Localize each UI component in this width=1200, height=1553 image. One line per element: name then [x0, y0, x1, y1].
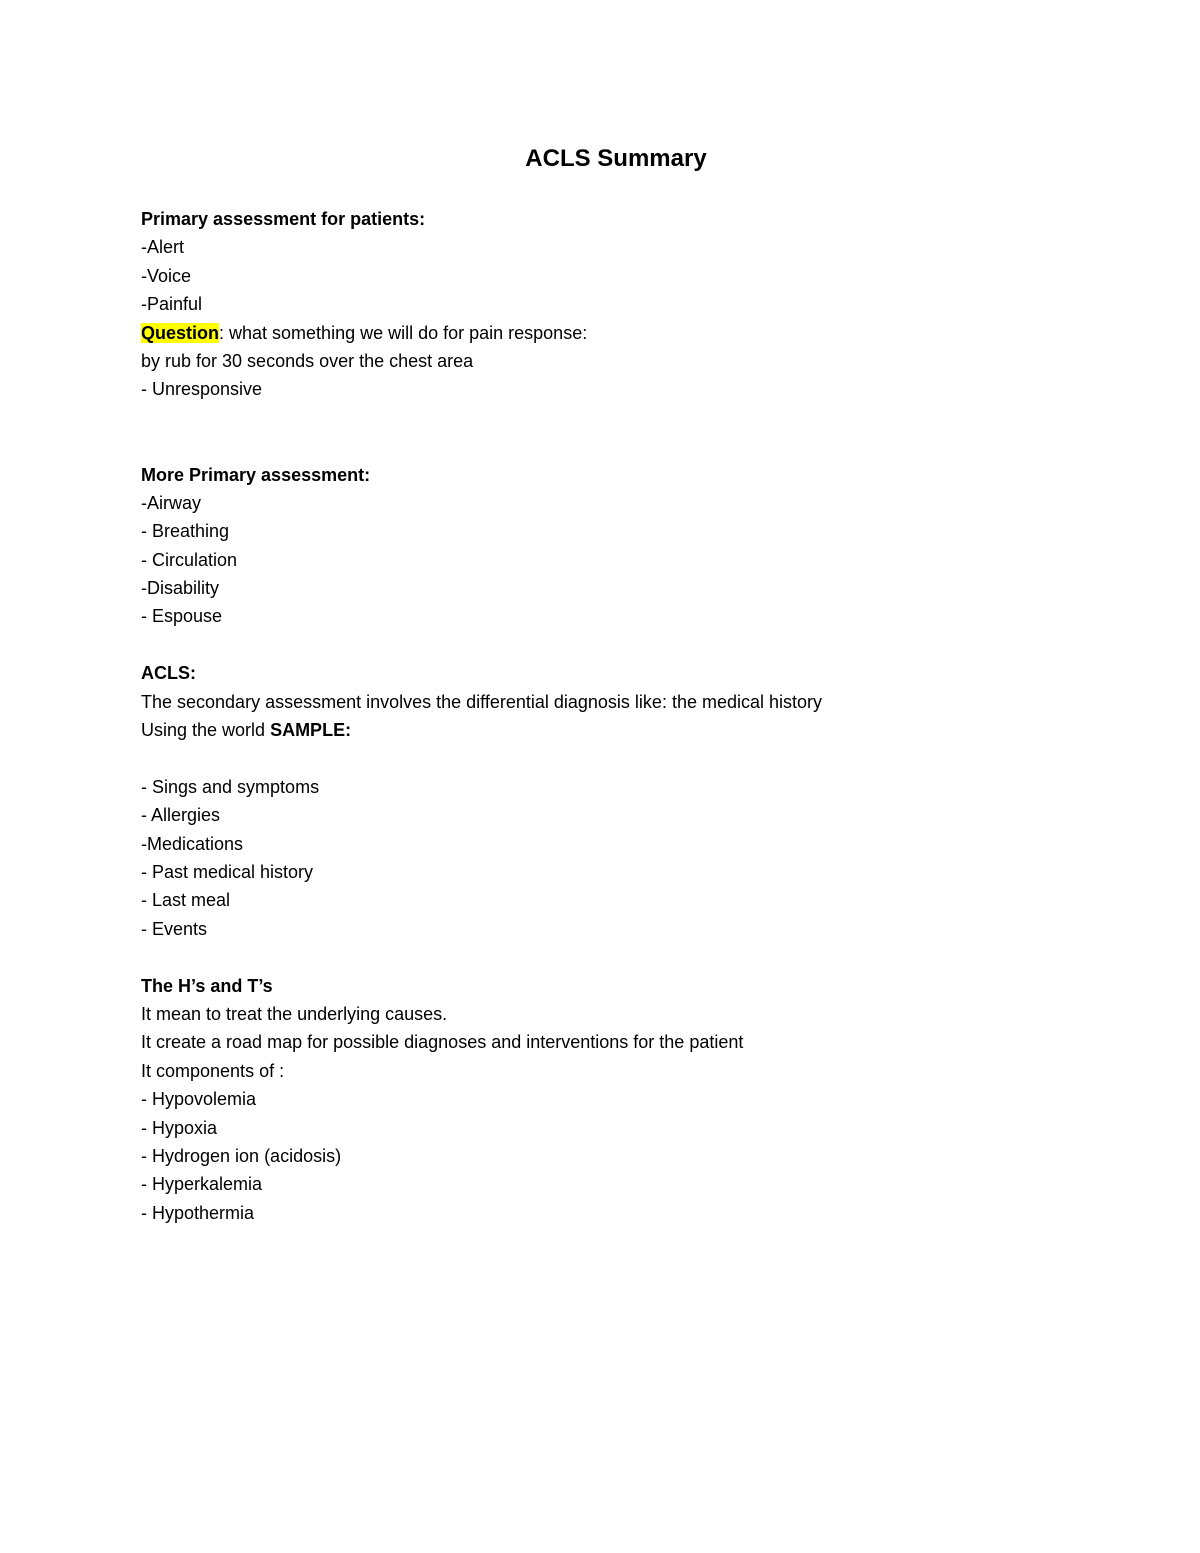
paragraph-line: It create a road map for possible diagnoses and interventions for the patient: [141, 1032, 744, 1053]
sample-prefix: Using the world: [141, 720, 271, 741]
spacer: [141, 404, 1101, 432]
spacer: [141, 943, 1101, 971]
list-item: - Allergies: [141, 805, 221, 826]
paragraph-line: The secondary assessment involves the differential diagnosis like: the medical history: [141, 691, 823, 712]
primary-assessment-heading: Primary assessment for patients:: [141, 209, 426, 229]
list-item: - Hypoxia: [141, 1117, 218, 1138]
list-item: - Hypothermia: [141, 1202, 255, 1223]
question-line: [141, 319, 1101, 347]
sample-bold: SAMPLE:: [270, 720, 352, 741]
list-item: - Sings and symptoms: [141, 776, 320, 797]
spacer: [141, 631, 1101, 659]
list-item: - Espouse: [141, 606, 223, 627]
list-item: - Unresponsive: [141, 379, 263, 400]
document-body: [141, 205, 1101, 1227]
paragraph-line: [141, 716, 1101, 744]
list-item: -Alert: [141, 237, 185, 258]
list-item: -Voice: [141, 265, 192, 286]
list-item: - Events: [141, 918, 208, 939]
question-text: : what something we will do for pain response:: [219, 322, 588, 343]
list-item: -Disability: [141, 578, 220, 599]
list-item: - Past medical history: [141, 861, 314, 882]
spacer: [141, 744, 1101, 772]
list-item: -Airway: [141, 492, 202, 513]
hs-and-ts-heading: The H’s and T’s: [141, 975, 273, 996]
spacer: [141, 432, 1101, 460]
list-item: - Hypovolemia: [141, 1089, 257, 1110]
paragraph-line: It components of :: [141, 1060, 285, 1081]
more-primary-assessment-heading: More Primary assessment:: [141, 464, 371, 485]
document-title: ACLS Summary: [525, 145, 707, 172]
list-item: - Last meal: [141, 890, 231, 911]
list-item: - Circulation: [141, 549, 238, 570]
list-item: - Hyperkalemia: [141, 1174, 263, 1195]
answer-line: by rub for 30 seconds over the chest area: [141, 350, 474, 371]
list-item: -Medications: [141, 833, 244, 854]
list-item: -Painful: [141, 294, 203, 315]
paragraph-line: It mean to treat the underlying causes.: [141, 1003, 448, 1024]
list-item: - Breathing: [141, 521, 230, 542]
acls-heading: ACLS:: [141, 663, 196, 684]
question-label-highlight: Question: [141, 322, 220, 343]
list-item: - Hydrogen ion (acidosis): [141, 1145, 342, 1166]
